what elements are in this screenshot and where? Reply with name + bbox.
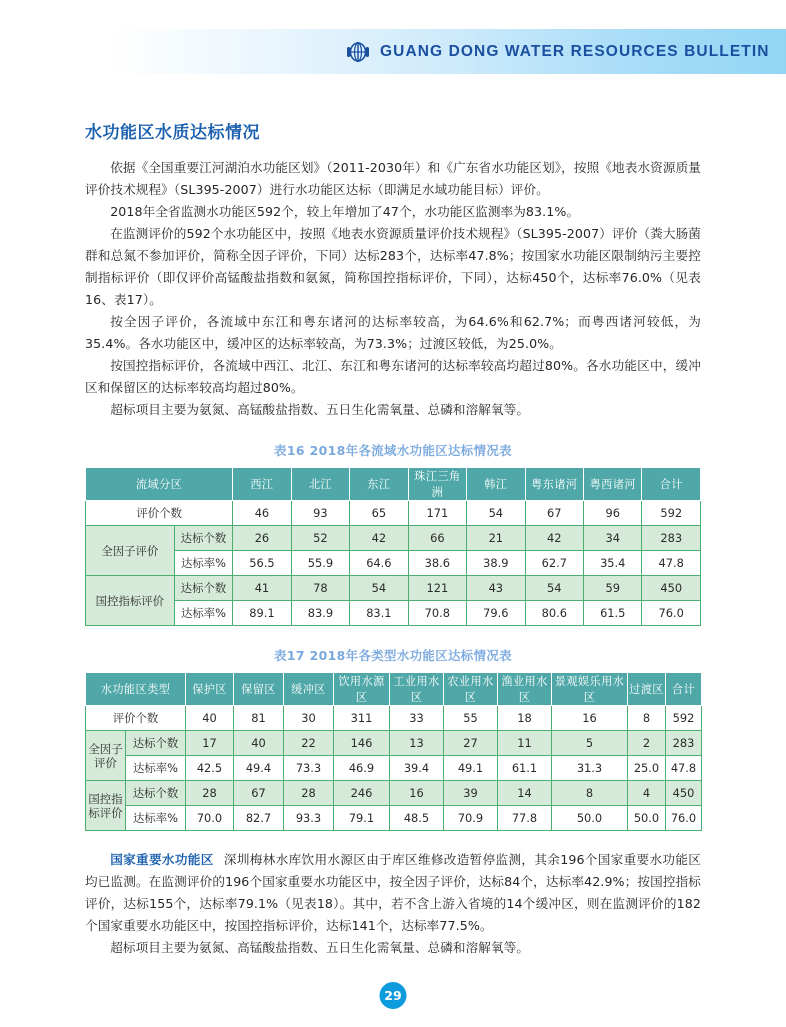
table17-cell-3-1: 67 [234, 781, 284, 806]
table16-cell-2-0: 56.5 [233, 551, 291, 576]
table17-cell-3-2: 28 [284, 781, 334, 806]
table16-cell-3-4: 43 [467, 576, 525, 601]
table16-cell-1-4: 21 [467, 526, 525, 551]
table17-cell-2-7: 31.3 [552, 756, 628, 781]
table17 [85, 672, 702, 831]
table16-col-header-2: 北江 [291, 468, 349, 501]
table16-row-label-2: 达标率% [174, 551, 232, 576]
table16-row-label-3: 达标个数 [174, 576, 232, 601]
table17-cell-3-6: 14 [498, 781, 552, 806]
table16-cell-3-2: 54 [350, 576, 408, 601]
table17-cell-0-5: 55 [444, 706, 498, 731]
table16-row-label-4: 达标率% [174, 601, 232, 626]
table17-cell-4-4: 48.5 [390, 806, 444, 831]
paragraph-1: 依据《全国重要江河湖泊水功能区划》（2011-2030年）和《广东省水功能区划》，按照《地表水资源质量评价技术规程》（SL395-2007）进行水功能区达标（即满足水域功能目标）评价。 [85, 160, 701, 197]
table17-cell-2-5: 49.1 [444, 756, 498, 781]
table17-cell-0-9: 592 [666, 706, 702, 731]
table16-col-header-3: 东江 [350, 468, 408, 501]
table17-cell-3-9: 450 [666, 781, 702, 806]
table17-cell-0-6: 18 [498, 706, 552, 731]
closing-lead-term: 国家重要水功能区 [110, 852, 214, 867]
table17-cell-0-1: 81 [234, 706, 284, 731]
table16-cell-4-5: 80.6 [525, 601, 583, 626]
table16-row-label-0: 评价个数 [86, 501, 233, 526]
table17-cell-3-3: 246 [334, 781, 390, 806]
page-number-badge: 29 [380, 982, 407, 1009]
table16-cell-0-0: 46 [233, 501, 291, 526]
table16-cell-2-5: 62.7 [525, 551, 583, 576]
table16-cell-4-1: 83.9 [291, 601, 349, 626]
table-row [86, 526, 701, 551]
table16-cell-3-1: 78 [291, 576, 349, 601]
table17-cell-4-1: 82.7 [234, 806, 284, 831]
table16-cell-4-0: 89.1 [233, 601, 291, 626]
table-row [86, 601, 701, 626]
table17-header-row [86, 673, 702, 706]
table-row [86, 781, 702, 806]
table17-cell-0-4: 33 [390, 706, 444, 731]
table16-col-header-7: 粤西诸河 [584, 468, 642, 501]
table17-col-header-6: 农业用水区 [444, 673, 498, 706]
table17-cell-3-4: 16 [390, 781, 444, 806]
paragraph-6: 超标项目主要为氨氮、高锰酸盐指数、五日生化需氧量、总磷和溶解氧等。 [110, 402, 530, 417]
table17-cell-3-5: 39 [444, 781, 498, 806]
table17-row-label-4: 达标率% [126, 806, 186, 831]
paragraph-5: 按国控指标评价，各流域中西江、北江、东江和粤东诸河的达标率较高均超过80%。各水功能区中，缓冲区和保留区的达标率较高均超过80%。 [85, 358, 701, 395]
table17-row-label-2: 达标率% [126, 756, 186, 781]
table16-cell-1-6: 34 [584, 526, 642, 551]
table16-cell-0-6: 96 [584, 501, 642, 526]
table-row [86, 501, 701, 526]
table17-row-label-0: 评价个数 [86, 706, 186, 731]
table16-col-header-4: 珠江三角洲 [408, 468, 466, 501]
table17-col-header-10: 合计 [666, 673, 702, 706]
table16-cell-4-3: 70.8 [408, 601, 466, 626]
table17-cell-1-4: 13 [390, 731, 444, 756]
table16-cell-1-1: 52 [291, 526, 349, 551]
table16-cell-3-6: 59 [584, 576, 642, 601]
brand-title: GUANG DONG WATER RESOURCES BULLETIN [380, 42, 770, 60]
table17-cell-0-8: 8 [628, 706, 666, 731]
table16-cell-0-7: 592 [642, 501, 701, 526]
table16-cell-0-4: 54 [467, 501, 525, 526]
table17-caption: 表17 2018年各类型水功能区达标情况表 [274, 648, 512, 663]
table16-cell-0-3: 171 [408, 501, 466, 526]
paragraph-2: 2018年全省监测水功能区592个，较上年增加了47个，水功能区监测率为83.1%。 [110, 204, 580, 219]
table17-cell-1-5: 27 [444, 731, 498, 756]
table17-row-label-1: 达标个数 [126, 731, 186, 756]
table16-cell-3-5: 54 [525, 576, 583, 601]
table16-cell-3-7: 450 [642, 576, 701, 601]
table17-cell-3-0: 28 [186, 781, 234, 806]
table17-cell-0-0: 40 [186, 706, 234, 731]
table16-cell-1-2: 42 [350, 526, 408, 551]
table16-cell-2-6: 35.4 [584, 551, 642, 576]
table16-block [85, 441, 701, 626]
table17-cell-3-8: 4 [628, 781, 666, 806]
table17-cell-4-0: 70.0 [186, 806, 234, 831]
final-paragraph: 超标项目主要为氨氮、高锰酸盐指数、五日生化需氧量、总磷和溶解氧等。 [110, 940, 530, 955]
page-content [85, 118, 701, 959]
table17-cell-2-4: 39.4 [390, 756, 444, 781]
table16-cell-1-7: 283 [642, 526, 701, 551]
table16-col-header-5: 韩江 [467, 468, 525, 501]
table16 [85, 467, 701, 626]
table16-header-row [86, 468, 701, 501]
table17-group-label-guokong: 国控指 标评价 [86, 781, 126, 831]
table17-cell-1-8: 2 [628, 731, 666, 756]
closing-paragraph-text: 深圳梅林水库饮用水源区由于库区维修改造暂停监测，其余196个国家重要水功能区均已监测。在监测评价的196个国家重要水功能区中，按全因子评价，达标84个，达标率42.9%；按国控指标评价，达标155个，达标率79.1%（见表18）。其中，若不含上游入省境的14个缓冲区，则在监测评价的182个国家重要水功能区中，按国控指标评价，达标141个，达标率77.5%。 [85, 852, 701, 933]
table17-cell-0-3: 311 [334, 706, 390, 731]
table16-col-header-0: 流域分区 [86, 468, 233, 501]
table17-col-header-0: 水功能区类型 [86, 673, 186, 706]
table17-group-label-quanyinzi: 全因子 评价 [86, 731, 126, 781]
table16-col-header-6: 粤东诸河 [525, 468, 583, 501]
table16-cell-2-3: 38.6 [408, 551, 466, 576]
table16-col-header-8: 合计 [642, 468, 701, 501]
table17-cell-2-8: 25.0 [628, 756, 666, 781]
paragraph-3: 在监测评价的592个水功能区中，按照《地表水资源质量评价技术规程》（SL395-2007）评价（粪大肠菌群和总氮不参加评价，简称全因子评价，下同）达标283个，达标率47.8%；按国家水功能区限制纳污主要控制指标评价（即仅评价高锰酸盐指数和氨氮，简称国控指标评价，下同），达标450个，达标率76.0%（见表16、表17）。 [85, 226, 701, 307]
page-title: 水功能区水质达标情况 [85, 123, 260, 143]
table16-group-label-quanyinzi: 全因子评价 [86, 526, 175, 576]
table16-col-header-1: 西江 [233, 468, 291, 501]
table16-cell-1-5: 42 [525, 526, 583, 551]
table17-block [85, 646, 701, 831]
table17-cell-1-9: 283 [666, 731, 702, 756]
table17-col-header-4: 饮用水源区 [334, 673, 390, 706]
table17-cell-4-8: 50.0 [628, 806, 666, 831]
table17-cell-4-7: 50.0 [552, 806, 628, 831]
page-header-band [0, 29, 786, 74]
header-brand [345, 39, 770, 65]
table17-cell-2-2: 73.3 [284, 756, 334, 781]
table16-cell-3-3: 121 [408, 576, 466, 601]
table17-cell-0-7: 16 [552, 706, 628, 731]
table17-cell-4-2: 93.3 [284, 806, 334, 831]
table17-cell-0-2: 30 [284, 706, 334, 731]
table16-cell-3-0: 41 [233, 576, 291, 601]
table17-col-header-9: 过渡区 [628, 673, 666, 706]
table16-cell-2-1: 55.9 [291, 551, 349, 576]
table-row [86, 806, 702, 831]
table17-cell-2-9: 47.8 [666, 756, 702, 781]
table17-col-header-7: 渔业用水区 [498, 673, 552, 706]
closing-paragraph [85, 849, 701, 937]
table16-cell-4-7: 76.0 [642, 601, 701, 626]
table17-cell-4-9: 76.0 [666, 806, 702, 831]
table-row [86, 576, 701, 601]
table16-row-label-1: 达标个数 [174, 526, 232, 551]
paragraph-4: 按全因子评价，各流域中东江和粤东诸河的达标率较高，为64.6%和62.7%；而粤西诸河较低，为35.4%。各水功能区中，缓冲区的达标率较高，为73.3%；过渡区较低，为25.0%。 [85, 314, 701, 351]
table17-cell-1-6: 11 [498, 731, 552, 756]
table16-cell-1-0: 26 [233, 526, 291, 551]
table-row [86, 551, 701, 576]
table17-cell-1-0: 17 [186, 731, 234, 756]
table16-cell-4-6: 61.5 [584, 601, 642, 626]
table17-cell-1-3: 146 [334, 731, 390, 756]
table17-col-header-2: 保留区 [234, 673, 284, 706]
table-row [86, 756, 702, 781]
table17-col-header-5: 工业用水区 [390, 673, 444, 706]
table-row [86, 706, 702, 731]
table16-cell-0-5: 67 [525, 501, 583, 526]
table17-cell-4-5: 70.9 [444, 806, 498, 831]
table17-col-header-3: 缓冲区 [284, 673, 334, 706]
table17-cell-1-1: 40 [234, 731, 284, 756]
table16-cell-4-2: 83.1 [350, 601, 408, 626]
table16-cell-2-4: 38.9 [467, 551, 525, 576]
table16-cell-2-2: 64.6 [350, 551, 408, 576]
table17-cell-1-2: 22 [284, 731, 334, 756]
table16-cell-2-7: 47.8 [642, 551, 701, 576]
table17-row-label-3: 达标个数 [126, 781, 186, 806]
guangdong-water-logo-icon [345, 39, 371, 65]
table17-cell-2-3: 46.9 [334, 756, 390, 781]
table17-cell-2-6: 61.1 [498, 756, 552, 781]
table16-cell-1-3: 66 [408, 526, 466, 551]
table16-caption: 表16 2018年各流域水功能区达标情况表 [274, 443, 512, 458]
table17-cell-3-7: 8 [552, 781, 628, 806]
table16-cell-4-4: 79.6 [467, 601, 525, 626]
table17-cell-1-7: 5 [552, 731, 628, 756]
table17-cell-2-0: 42.5 [186, 756, 234, 781]
table17-cell-4-6: 77.8 [498, 806, 552, 831]
table17-cell-4-3: 79.1 [334, 806, 390, 831]
table16-cell-0-1: 93 [291, 501, 349, 526]
table16-cell-0-2: 65 [350, 501, 408, 526]
table17-col-header-1: 保护区 [186, 673, 234, 706]
table17-col-header-8: 景观娱乐用水区 [552, 673, 628, 706]
table16-group-label-guokong: 国控指标评价 [86, 576, 175, 626]
table-row [86, 731, 702, 756]
table17-cell-2-1: 49.4 [234, 756, 284, 781]
